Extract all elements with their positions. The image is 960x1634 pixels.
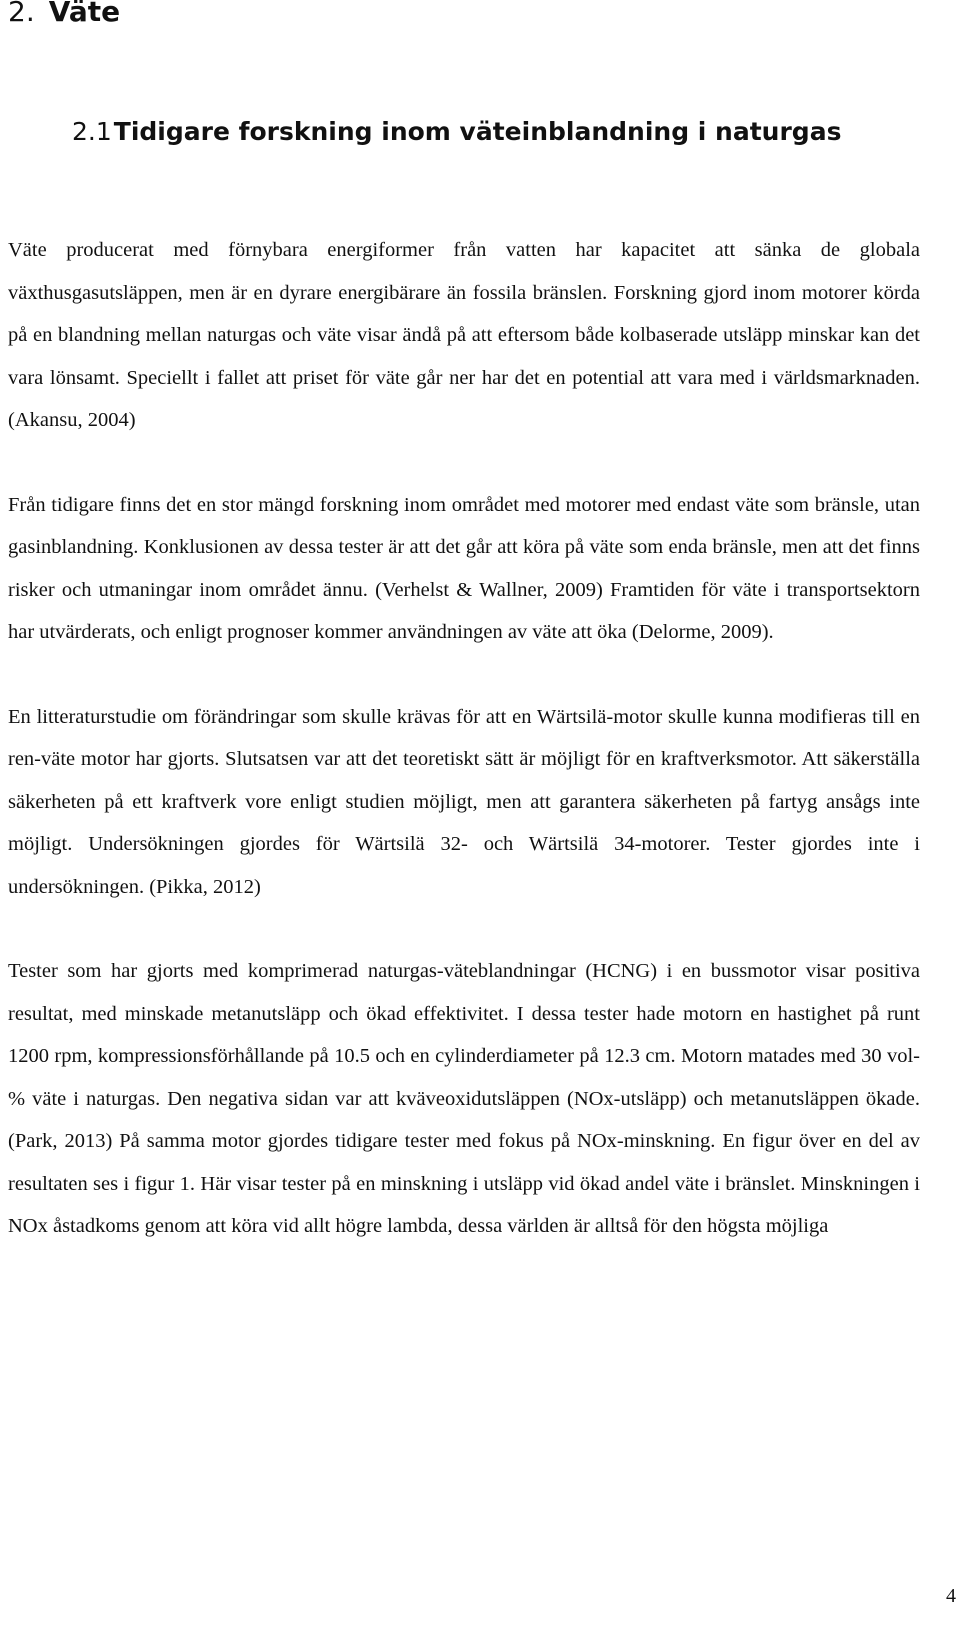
paragraph: Från tidigare finns det en stor mängd forskning inom området med motorer med endast väte som bränsle, utan gasinblandning. Konklusionen av dessa tester är att det går att köra på väte som enda bränsle, men att det finns risker och utmaningar inom området ännu. (Verhelst & Wallner, 2009) Framtiden för väte i transportsektorn har utvärderats, och enligt prognoser kommer användningen av väte att öka (Delorme, 2009). [8, 493, 920, 643]
paragraph: Tester som har gjorts med komprimerad naturgas-väteblandningar (HCNG) i en bussmotor visar positiva resultat, med minskade metanutsläpp och ökad effektivitet. I dessa tester hade motorn en hastighet på runt 1200 rpm, kompressionsförhållande på 10.5 och en cylinderdiameter på 12.3 cm. Motorn matades med 30 vol-% väte i naturgas. Den negativa sidan var att kväveoxidutsläppen (NOx-utsläpp) och metanutsläppen ökade. (Park, 2013) På samma motor gjordes tidigare tester med fokus på NOx-minskning. En figur över en del av resultaten ses i figur 1. Här visar tester på en minskning i utsläpp vid ökad andel väte i bränslet. Minskningen i NOx åstadkoms genom att köra vid allt högre lambda, dessa världen är alltså för den högsta möjliga [8, 960, 920, 1237]
section-heading [72, 114, 841, 150]
chapter-number: 2. [8, 0, 35, 28]
section-number: 2.1 [72, 117, 112, 146]
body-text [8, 229, 920, 1290]
paragraph: Väte producerat med förnybara energiformer från vatten har kapacitet att sänka de globala växthusgasutsläppen, men är en dyrare energibärare än fossila bränslen. Forskning gjord inom motorer körda på en blandning mellan naturgas och väte visar ändå på att eftersom både kolbaserade utsläpp minskar kan det vara lönsamt. Speciellt i fallet att priset för väte går ner har det en potential att vara med i världsmarknaden. (Akansu, 2004) [8, 239, 920, 431]
chapter-title: Väte [48, 0, 121, 28]
page-number: 4 [946, 1585, 956, 1607]
paragraph: En litteraturstudie om förändringar som skulle krävas för att en Wärtsilä-motor skulle kunna modifieras till en ren-väte motor har gjorts. Slutsatsen var att det teoretiskt sätt är möjligt för en kraftverksmotor. Att säkerställa säkerheten på ett kraftverk vore enligt studien möjligt, men att garantera säkerheten på fartyg ansågs inte möjligt. Undersökningen gjordes för Wärtsilä 32- och Wärtsilä 34-motorer. Tester gjordes inte i undersökningen. (Pikka, 2012) [8, 705, 920, 898]
section-title: Tidigare forskning inom väteinblandning i naturgas [113, 117, 842, 146]
chapter-heading [8, 0, 120, 32]
